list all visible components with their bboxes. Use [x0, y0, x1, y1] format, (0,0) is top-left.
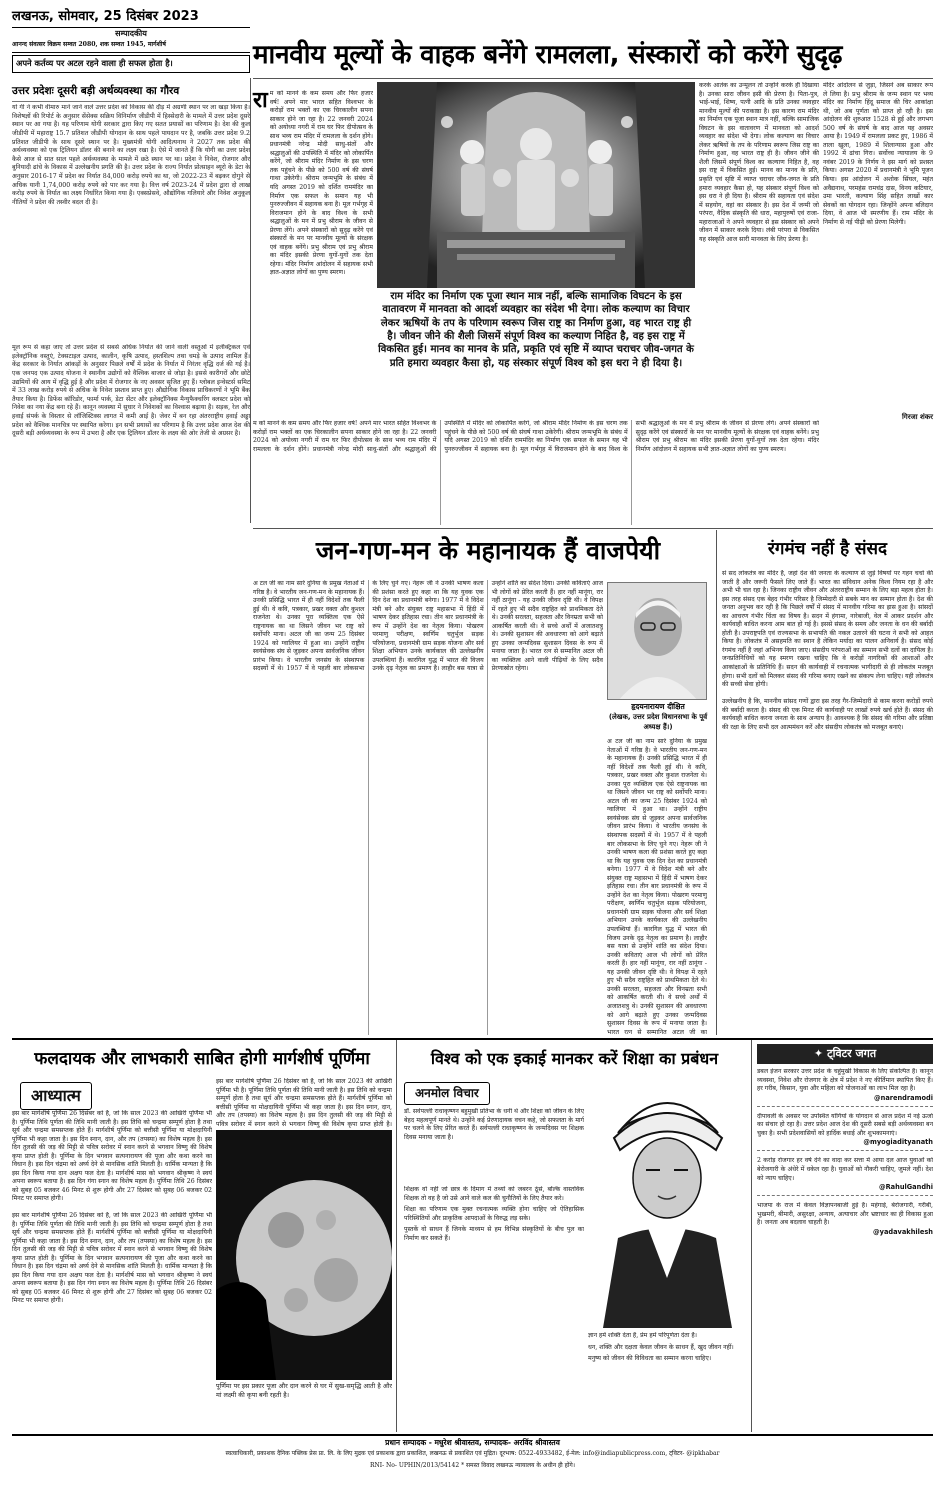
calendar-line: आनन्द संवत्सर विक्रम सम्वत 2080, शक सम्वत 1945, मार्गशीर्ष	[12, 41, 250, 53]
column-rule	[250, 78, 251, 523]
tweet-item	[757, 1068, 933, 1107]
radhakrishnan-portrait	[588, 1078, 747, 1328]
tweet-item	[757, 1157, 933, 1196]
sansad-headline: रंगमंच नहीं है संसद	[767, 539, 888, 559]
vajpayee-body-right: अ टल जी का नाम सारे दुनिया के प्रमुख नेताओं में गरिष्ठ है। वे भारतीय जन-गण-मन के महानायक हैं। उनकी प्रसिद्धि भारत में ही नहीं विदेशों तक फैली हुई थी। वे कवि, पत्रकार, प्रखर वक्ता और कुशल राजनेता थे। उनका पूरा व्यक्तित्व एक ऐसे राष्ट्रनायक का था जिसने जीवन भर राष्ट्र को सर्वोपरि माना। अटल जी का जन्म 25 दिसंबर 1924 को ग्वालियर में हुआ था। उन्होंने राष्ट्रीय स्वयंसेवक संघ से जुड़कर अपना सार्वजनिक जीवन प्रारंभ किया। वे भारतीय जनसंघ के संस्थापक सदस्यों में थे। 1957 में वे पहली बार लोकसभा के लिए चुने गए। नेहरू जी ने उनकी भाषण कला की प्रशंसा करते हुए कहा था कि यह युवक एक दिन देश का प्रधानमंत्री बनेगा। 1977 में वे विदेश मंत्री बने और संयुक्त राष्ट्र महासभा में हिंदी में भाषण देकर इतिहास रचा। तीन बार प्रधानमंत्री के रूप में उन्होंने देश का नेतृत्व किया। पोखरण परमाणु परीक्षण, स्वर्णिम चतुर्भुज सड़क परियोजना, प्रधानमंत्री ग्राम सड़क योजना और सर्व शिक्षा अभियान उनके कार्यकाल की उल्लेखनीय उपलब्धियां हैं। कारगिल युद्ध में भारत की विजय उनके दृढ़ नेतृत्व का प्रमाण है। लाहौर बस यात्रा से उन्होंने शांति का संदेश दिया। उनकी कविताएं आज भी लोगों को प्रेरित करती हैं। हार नहीं मानूंगा, रार नहीं ठानूंगा - यह उनकी जीवन दृष्टि थी। वे विपक्ष में रहते हुए भी सदैव राष्ट्रहित को प्राथमिकता देते थे। उनकी सरलता, सहजता और विनम्रता सभी को आकर्षित करती थी। वे सच्चे अर्थों में अजातशत्रु थे। उनकी सुशासन की अवधारणा को आगे बढ़ाते हुए उनका जन्मदिवस सुशासन दिवस के रूप में मनाया जाता है। भारत रत्न से सम्मानित अटल जी का	[607, 738, 707, 1035]
shiksha-quotes-right	[588, 1332, 747, 1430]
purnima-body: इस बार मार्गशीर्ष पूर्णिमा 26 दिसंबर को है, जो कि साल 2023 की आखिरी पूर्णिमा भी है। पूर्णिमा तिथि पूर्णता की तिथि मानी जाती है। इस तिथि को चन्द्रमा सम्पूर्ण होता है तथा सूर्य और चन्द्रमा समसप्तक होते हैं। मार्गशीर्ष पूर्णिमा को बत्तीसी पूर्णिमा या मोक्षदायिनी पूर्णिमा भी कहा जाता है। इस दिन स्नान, दान, और तप (तपस्या) का विशेष महत्व है। इस दिन तुलसी की जड़ की मिट्टी से पवित्र सरोवर में स्नान करने से भगवान विष्णु की विशेष कृपा प्राप्त होती है। पूर्णिमा के दिन भगवान सत्यनारायण की पूजा और कथा करने का विधान है। इस दिन चंद्रमा को अर्घ्य देने से मानसिक शांति मिलती है। धार्मिक मान्यता है कि इस दिन किया गया दान अक्षय फल देता है। मार्गशीर्ष मास को भगवान श्रीकृष्ण ने स्वयं अपना स्वरूप बताया है। इस दिन गंगा स्नान का विशेष महत्व है। पूर्णिमा तिथि 26 दिसंबर को सुबह 05 बजकर 46 मिनट से शुरू होगी और 27 दिसंबर को सुबह 06 बजकर 02 मिनट पर समाप्त होगी।	[12, 1212, 212, 1305]
purnima-headline: फलदायक और लाभकारी साबित होगी मार्गशीर्ष पूर्णिमा	[34, 1049, 370, 1069]
shiksha-tag: अनमोल विचार	[404, 1082, 490, 1105]
vajpayee-headline: जन-गण-मन के महानायक हैं वाजपेयी	[315, 536, 661, 565]
quote-item: धन, शक्ति और दक्षता केवल जीवन के साधन हैं, खुद जीवन नहीं।	[588, 1343, 734, 1351]
motto-box: अपने कर्तव्य पर अटल रहने वाला ही सफल होता है।	[12, 55, 250, 73]
tweet-handle[interactable]: @myogiadityanath	[863, 1138, 933, 1147]
quote-item: पुस्तकें वो साधन हैं जिनके माध्यम से हम विभिन्न संस्कृतियों के बीच पुल का निर्माण कर सकते हैं।	[404, 1226, 584, 1242]
tweet-handle[interactable]: @RahulGandhi	[879, 1183, 933, 1192]
twitter-bird-icon: ✦	[813, 1047, 824, 1060]
shiksha-headline: विश्व को एक इकाई मानकर करें शिक्षा का प्रबंधन	[430, 1049, 719, 1068]
section-rule	[253, 528, 933, 529]
lead-headline-rule	[253, 78, 933, 79]
sansad-body: सं सद लोकतंत्र का मंदिर है, जहां देश की जनता के कल्याण से जुड़े विषयों पर गहन चर्चा की जाती है और जरूरी फैसले लिए जाते हैं। भारत का संविधान अनेक विश्व नियम रहा है और अभी भी चल रहा है। जिनका राष्ट्रीय जीवन और अंतरराष्ट्रीय सम्मान के लिए बड़ा महत्व होता है। इस तरह संसद एक बेहद गंभीर परिसर है जिम्मेदारी से सबके मान का सम्मान होता है। देश की जनता अनुभव कर रही है कि पिछले वर्षों में संसद में मानवीय गरिमा का ह्रास हुआ है। सांसदों का आचरण गंभीर चिंता का विषय है। सदन में हंगामा, नारेबाजी, वेल में आकर प्रदर्शन और कार्यवाही बाधित करना आम बात हो गई है। इससे संसद के समय और जनता के धन की बर्बादी होती है। उपराष्ट्रपति एवं राज्यसभा के सभापति की नकल उतारने की घटना ने सभी को आहत किया है। लोकतंत्र में असहमति का स्थान है लेकिन मर्यादा का पालन अनिवार्य है। संसद कोई रंगमंच नहीं है जहां अभिनय किया जाए। संसदीय परंपराओं का सम्मान सभी दलों का दायित्व है। जनप्रतिनिधियों को यह स्मरण रखना चाहिए कि वे करोड़ों नागरिकों की आशाओं और आकांक्षाओं के प्रतिनिधि हैं। सदन की कार्यवाही में रचनात्मक भागीदारी से ही लोकतंत्र मजबूत होगा। सभी दलों को मिलकर संसद की गरिमा बनाए रखने का संकल्प लेना चाहिए। यही लोकतंत्र की सच्ची सेवा होगी। उल्लेखनीय है कि, माननीय सांसद गणों द्वारा इस तरह गैर-जिम्मेदारी से काम करना करोड़ों रुपये की बर्बादी करता है। संसद की एक मिनट की कार्यवाही पर लाखों रुपये खर्च होते हैं। संसद की कार्यवाही बाधित करना जनता के साथ अन्याय है। आवश्यक है कि संसद की गरिमा और प्रतिष्ठा की रक्षा के लिए सभी दल आत्ममंथन करें और संसदीय लोकतंत्र को मजबूत बनाएं।	[722, 570, 933, 731]
tweet-item	[757, 1202, 933, 1237]
tweet-text: दीपावली के अवसर पर उपस्थित योगियों के योगदान से आज प्रदेश में नई ऊर्जा का संचार हो रहा है। उत्तर प्रदेश आज देश की दूसरी सबसे बड़ी अर्थव्यवस्था बन चुका है। सभी प्रदेशवासियों को हार्दिक बधाई और शुभकामनाएं।	[757, 1112, 933, 1137]
lead-byline: गिरजा शंकर	[901, 413, 933, 421]
lead-column-right: करके आतंक का उन्मूलन तो उन्होंने करके ही दिखाया है। उनका सारा जीवन इसी की प्रेरणा है। पिता-पुत्र, भाई-भाई, शिष्य, पत्नी आदि के प्रति उनका व्यवहार मानवीय मूल्यों की पराकाष्ठा है। इस कारण राम मंदिर का निर्माण एक पूजा स्थान मात्र नहीं, बल्कि सामाजिक विघटन के इस वातावरण में मानवता को आदर्श व्यवहार का संदेश भी देगा। लोक कल्याण का विचार लेकर ऋषियों के तप के परिणाम स्वरूप जिस राष्ट्र का निर्माण हुआ, वह भारत राष्ट्र ही है। जीवन जीने की शैली जिसमें संपूर्ण विश्व का कल्याण निहित है, वह इस राष्ट्र में विकसित हुई। मानव का मानव के प्रति, प्रकृति एवं सृष्टि में व्याप्त चराचर जीव-जगत के प्रति हमारा व्यवहार कैसा हो, यह संस्कार संपूर्ण विश्व को इस धरा ने ही दिया है। श्रीराम की सहायता एवं संदेश में सहयोग, वहां का संस्कार है। इस देश में जन्मी जो परंपरा, वैदिक संस्कृति की धारा, महापुरुषों एवं राजा-महाराजाओं ने अपने व्यवहार से इस संस्कार को अपने जीवन में साकार करके दिया। लंबी परंपरा से विकसित यह संस्कृति आज सारी मानवता के लिए प्रेरणा है।	[699, 82, 819, 243]
quote-item: मनुष्य को जीवन की विविधता का सम्मान करना चाहिए।	[588, 1355, 712, 1363]
shiksha-quotes	[404, 1186, 584, 1430]
quote-item: शिक्षक वो नहीं जो छात्र के दिमाग में तथ्यों को जबरन ठूंसे, बल्कि वास्तविक शिक्षक तो वह है जो उसे आने वाले कल की चुनौतियों के लिए तैयार करे।	[404, 1186, 584, 1202]
column-rule	[396, 1040, 397, 1432]
moon-photo	[216, 1130, 392, 1380]
lead-dropcap: रा	[253, 88, 268, 113]
lead-continuation: म को मानने के कम समय और फिर हजार वर्ष! अपने मार भारत सहित विश्वभर के करोड़ों राम भक्तों का एक चिरकालीन सपना साकार होने जा रहा है। 22 जनवरी 2024 को अयोध्या नगरी में राम घर फिर दीपोत्सव के साथ भव्य राम मंदिर में रामलला के दर्शन होंगे। प्रधानमंत्री नरेन्द्र मोदी साधु-संतों और श्रद्धालुओं की उपस्थिति में मंदिर को लोकार्पित करेंगे, जो श्रीराम मंदिर निर्माण के इस चरण तक पहुंचने के पीछे को 500 वर्ष की संघर्ष गाथा उकेरेगी। श्रीराम जन्मभूमि के संबंध में यदि अगस्त 2019 को दर्शित राममंदिर का निर्माण एक सफल के समान यह भी पुनरुज्जीवन में सहायक बना है। मूल गर्भगृह में विराजमान होने के बाद विश्व के सभी श्रद्धालुओं के मन में प्रभु श्रीराम के जीवन से प्रेरणा लेंगे। अपने संस्कारों को सुदृढ़ करेंगे एवं संस्कारों के मन पर मानवीय मूल्यों के संरक्षक एवं वाहक बनेंगे। प्रभु श्रीराम एवं प्रभु श्रीराम का मंदिर इसकी प्रेरणा युगों-युगों तक देता रहेगा। मंदिर निर्माण आंदोलन में सहायक सभी ज्ञात-अज्ञात लोगों का पुण्य स्मरण।	[253, 420, 819, 453]
purnima-body-top: इस बार मार्गशीर्ष पूर्णिमा 26 दिसंबर को है, जो कि साल 2023 की आखिरी पूर्णिमा भी है। पूर्णिमा तिथि पूर्णता की तिथि मानी जाती है। इस तिथि को चन्द्रमा सम्पूर्ण होता है तथा सूर्य और चन्द्रमा समसप्तक होते हैं। मार्गशीर्ष पूर्णिमा को बत्तीसी पूर्णिमा या मोक्षदायिनी पूर्णिमा भी कहा जाता है। इस दिन स्नान, दान, और तप (तपस्या) का विशेष महत्व है। इस दिन तुलसी की जड़ की मिट्टी से पवित्र सरोवर में स्नान करने से भगवान विष्णु की विशेष कृपा प्राप्त होती है। पूर्णिमा के दिन भगवान सत्यनारायण की पूजा और कथा करने का विधान है। इस दिन चंद्रमा को अर्घ्य देने से मानसिक शांति मिलती है। धार्मिक मान्यता है कि इस दिन किया गया दान अक्षय फल देता है। मार्गशीर्ष मास को भगवान श्रीकृष्ण ने स्वयं अपना स्वरूप बताया है। इस दिन गंगा स्नान का विशेष महत्व है। पूर्णिमा तिथि 26 दिसंबर को सुबह 05 बजकर 46 मिनट से शुरू होगी और 27 दिसंबर को सुबह 06 बजकर 02 मिनट पर समाप्त होगी।	[12, 1110, 212, 1203]
tweet-handle[interactable]: @yadavakhilesh	[873, 1227, 933, 1236]
left-article-body: यो गी ने कभी वीमारु माने जाने वाले उत्तर प्रदेश को विकास की दौड़ में अग्रणी स्थान पर ला खड़ा किया है। विशेषज्ञों की रिपोर्ट के अनुसार सेंसेक्स सक्रिय विनिर्माण जीडीपी में हिस्सेदारी के मामले में उत्तर प्रदेश दूसरे स्थान पर आ गया है। यह परिणाम योगी सरकार द्वारा किए गए सतत प्रयासों का परिणाम है। देश की कुल जीडीपी में महाराष्ट्र 15.7 प्रतिशत जीडीपी योगदान के साथ पहले पायदान पर है, जबकि उत्तर प्रदेश 9.2 प्रतिशत जीडीपी के साथ दूसरे स्थान पर है। मुख्यमंत्री योगी आदित्यनाथ ने 2027 तक प्रदेश की अर्थव्यवस्था को एक ट्रिलियन डॉलर की बनाने का लक्ष्य रखा है। ऐसे में जानते हैं कि योगी का उत्तर प्रदेश कैसे आज से सात साल पहले अर्थव्यवस्था के मामले में छठे स्थान पर था। प्रदेश ने निवेश, रोजगार और बुनियादी ढांचे के विकास में उल्लेखनीय प्रगति की है। उत्तर प्रदेश के राज्य निर्यात प्रोत्साहन ब्यूरो के डेटा के अनुसार 2016-17 में प्रदेश का निर्यात 84,000 करोड़ रुपये का था, जो 2022-23 में बढ़कर दोगुने से अधिक यानी 1,74,000 करोड़ रुपये को पार कर गया है। वित्त वर्ष 2023-24 में प्रदेश द्वारा दो लाख करोड़ रुपये के निर्यात का लक्ष्य निर्धारित किया गया है। एक्सप्रेसवे, औद्योगिक गलियारे और निवेश अनुकूल नीतियों ने प्रदेश की तस्वीर बदल दी है।	[12, 104, 250, 206]
column-rule	[716, 530, 717, 1035]
lead-column-1	[253, 90, 373, 415]
left-article-body-cont: मूल रूप से कहा जाए तो उत्तर प्रदेश से सबसे अधिक निर्यात की जाने वाली वस्तुओं में इलेक्ट्रिकल एवं इलेक्ट्रॉनिक वस्तुएं, टेक्सटाइल उत्पाद, कालीन, कृषि उत्पाद, हस्तशिल्प तथा चमड़े के उत्पाद शामिल हैं। केंद्र सरकार के निर्यात आंकड़ों के अनुसार पिछले वर्षों में प्रदेश के निर्यात में निरंतर वृद्धि दर्ज की गई है। एक जनपद एक उत्पाद योजना ने स्थानीय उद्योगों को वैश्विक बाजार से जोड़ा है। इससे कारीगरों और छोटे उद्यमियों की आय में वृद्धि हुई है और प्रदेश में रोजगार के नए अवसर सृजित हुए हैं। ग्लोबल इन्वेस्टर्स समिट में 33 लाख करोड़ रुपये से अधिक के निवेश प्रस्ताव प्राप्त हुए। औद्योगिक विकास प्राधिकरणों ने भूमि बैंक तैयार किया है। डिफेंस कॉरिडोर, फार्मा पार्क, डेटा सेंटर और इलेक्ट्रॉनिक्स मैन्युफैक्चरिंग क्लस्टर प्रदेश को निवेश का नया केंद्र बना रहे हैं। कानून व्यवस्था में सुधार ने निवेशकों का विश्वास बढ़ाया है। सड़क, रेल और हवाई संपर्क के विस्तार से लॉजिस्टिक्स लागत में कमी आई है। जेवर में बन रहा अंतरराष्ट्रीय हवाई अड्डा प्रदेश को वैश्विक मानचित्र पर स्थापित करेगा। इन सभी प्रयासों का परिणाम है कि उत्तर प्रदेश आज देश की दूसरी बड़ी अर्थव्यवस्था के रूप में उभरा है और एक ट्रिलियन डॉलर के लक्ष्य की ओर तेजी से अग्रसर है।	[12, 344, 250, 438]
quote-item: शिक्षा का परिणाम एक मुक्त रचनात्मक व्यक्ति होना चाहिए जो ऐतिहासिक परिस्थितियों और प्राकृतिक आपदाओं के विरुद्ध लड़ सके।	[404, 1206, 584, 1222]
tweet-text: डबल इंजन सरकार उत्तर प्रदेश के चहुंमुखी विकास के लिए संकल्पित है। कानून व्यवस्था, निवेश और रोजगार के क्षेत्र में प्रदेश ने नए कीर्तिमान स्थापित किए हैं। हर गरीब, किसान, युवा और महिला को योजनाओं का लाभ मिल रहा है।	[757, 1068, 933, 1093]
lead-column-far: मंदिर आंदोलन से जुड़ा, जिसने अब साकार रूप ले लिया है। प्रभु श्रीराम के जन्म स्थान पर भव्य मंदिर का निर्माण हिंदू समाज की चिर आकांक्षा थी, जो अब पूर्णता को प्राप्त हो रही है। इस आंदोलन की शुरुआत 1528 से हुई और लगभग 500 वर्ष के संघर्ष के बाद आज यह अवसर आया है। 1949 में रामलला प्रकट हुए, 1986 में ताला खुला, 1989 में शिलान्यास हुआ और 1992 में ढांचा गिरा। सर्वोच्च न्यायालय के 9 नवंबर 2019 के निर्णय ने इस मार्ग को प्रशस्त किया। अगस्त 2020 में प्रधानमंत्री ने भूमि पूजन किया। इस आंदोलन में अशोक सिंघल, महंत अवैद्यनाथ, परमहंस रामचंद्र दास, विनय कटियार, उमा भारती, कल्याण सिंह सहित लाखों कार सेवकों का योगदान रहा। जिन्होंने अपना बलिदान दिया, वे आज भी स्मरणीय हैं। राम मंदिर के निर्माण से नई पीढ़ी को प्रेरणा मिलेगी।	[823, 82, 933, 226]
column-rule	[751, 1040, 752, 1432]
footer-imprint: स्वत्वाधिकारी, प्रकाशक दैनिक पब्लिक प्रेस प्रा. लि. के लिए मुद्रक एवं प्रकाशक द्वारा प्रकाशित, लखनऊ से प्रकाशित एवं मुद्रित। दूरभाष: 0522-4933482, ई-मेल: info@indiapublicpress.com, ट्विटर- @ipkhabar	[225, 1450, 720, 1457]
tweet-list	[757, 1068, 933, 1237]
twitter-panel-title	[757, 1044, 933, 1064]
author-photo	[607, 582, 707, 700]
quote-item: ज्ञान हमें शक्ति देता है, प्रेम हमें परिपूर्णता देता है।	[588, 1332, 698, 1339]
twitter-title-text: ट्विटर जगत	[827, 1047, 877, 1060]
shiksha-intro: डॉ. सर्वपल्ली राधाकृष्णन बहुमुखी प्रतिभा के धनी थे और शिक्षा को जीवन के लिए बेहद महत्वपूर्ण मानते थे। उन्होंने कई प्रेरणादायक वचन कहे, जो सफलता के मार्ग पर चलने के लिए प्रेरित करते हैं। सर्वपल्ली राधाकृष्णन के जन्मदिवस पर शिक्षक दिवस मनाया जाता है।	[404, 1108, 584, 1141]
purnima-body-right: इस बार मार्गशीर्ष पूर्णिमा 26 दिसंबर को है, जो कि साल 2023 की आखिरी पूर्णिमा भी है। पूर्णिमा तिथि पूर्णता की तिथि मानी जाती है। इस तिथि को चन्द्रमा सम्पूर्ण होता है तथा सूर्य और चन्द्रमा समसप्तक होते हैं। मार्गशीर्ष पूर्णिमा को बत्तीसी पूर्णिमा या मोक्षदायिनी पूर्णिमा भी कहा जाता है। इस दिन स्नान, दान, और तप (तपस्या) का विशेष महत्व है। इस दिन तुलसी की जड़ की मिट्टी से पवित्र सरोवर में स्नान करने से भगवान विष्णु की विशेष कृपा प्राप्त होती है।	[216, 1078, 392, 1128]
lead-caption: राम मंदिर का निर्माण एक पूजा स्थान मात्र नहीं, बल्कि सामाजिक विघटन के इस वातावरण में मानवता को आदर्श व्यवहार का संदेश भी देगा। लोक कल्याण का विचार लेकर ऋषियों के तप के परिणाम स्वरूप जिस राष्ट्र का निर्माण हुआ, वह भारत राष्ट्र ही है। जीवन जीने की शैली जिसमें संपूर्ण विश्व का कल्याण निहित है, वह इस राष्ट्र में विकसित हुई। मानव का मानव के प्रति, प्रकृति एवं सृष्टि में व्याप्त चराचर जीव-जगत के प्रति हमारा व्यवहार कैसा हो, यह संस्कार संपूर्ण विश्व को इस धरा ने ही दिया है।	[378, 291, 694, 369]
tweet-text: 2 करोड़ रोजगार हर वर्ष देने का वादा कर सत्ता में आया दल आज युवाओं को बेरोजगारी के अंधेरे में धकेल रहा है। युवाओं को नौकरी चाहिए, जुमले नहीं। देश को न्याय चाहिए।	[757, 1157, 933, 1182]
left-article-headline: उत्तर प्रदेशः दूसरी बड़ी अर्थव्यवस्था का गौरव	[12, 84, 250, 102]
date-line: लखनऊ, सोमवार, 25 दिसंबर 2023	[12, 9, 199, 24]
footer-editors: प्रधान सम्पादक - मधुरेश श्रीवास्तव, सम्पादक- अरविंद श्रीवास्तव	[385, 1438, 560, 1447]
moon-caption: पूर्णिमा पर इस प्रकार पूजा और दान करने से घर में सुख-समृद्धि आती है और मां लक्ष्मी की कृपा बनी रहती है।	[216, 1382, 392, 1399]
footer-rule	[12, 1434, 933, 1436]
author-name: हृदयनारायण दीक्षित	[631, 702, 685, 711]
tweet-text: भाजपा के राज में केवल विज्ञापनबाजी हुई है। महंगाई, बेरोजगारी, गरीबी, भुखमरी, बीमारी, असुरक्षा, अन्याय, अत्याचार और भ्रष्टाचार का ही विकास हुआ है। जनता अब बदलाव चाहती है।	[757, 1202, 933, 1227]
tweet-handle[interactable]: @narendramodi	[874, 1093, 933, 1102]
purnima-tag: आध्यात्म	[20, 1082, 92, 1110]
section-label: सम्पादकीय	[12, 27, 250, 41]
footer-rni: RNI- No- UPHIN/2013/54142 * समस्त विवाद लखनऊ न्यायालय के अधीन ही होंगे।	[369, 1462, 576, 1469]
section-rule	[12, 1038, 933, 1040]
vajpayee-body: अ टल जी का नाम सारे दुनिया के प्रमुख नेताओं में गरिष्ठ है। वे भारतीय जन-गण-मन के महानायक हैं। उनकी प्रसिद्धि भारत में ही नहीं विदेशों तक फैली हुई थी। वे कवि, पत्रकार, प्रखर वक्ता और कुशल राजनेता थे। उनका पूरा व्यक्तित्व एक ऐसे राष्ट्रनायक का था जिसने जीवन भर राष्ट्र को सर्वोपरि माना। अटल जी का जन्म 25 दिसंबर 1924 को ग्वालियर में हुआ था। उन्होंने राष्ट्रीय स्वयंसेवक संघ से जुड़कर अपना सार्वजनिक जीवन प्रारंभ किया। वे भारतीय जनसंघ के संस्थापक सदस्यों में थे। 1957 में वे पहली बार लोकसभा के लिए चुने गए। नेहरू जी ने उनकी भाषण कला की प्रशंसा करते हुए कहा था कि यह युवक एक दिन देश का प्रधानमंत्री बनेगा। 1977 में वे विदेश मंत्री बने और संयुक्त राष्ट्र महासभा में हिंदी में भाषण देकर इतिहास रचा। तीन बार प्रधानमंत्री के रूप में उन्होंने देश का नेतृत्व किया। पोखरण परमाणु परीक्षण, स्वर्णिम चतुर्भुज सड़क परियोजना, प्रधानमंत्री ग्राम सड़क योजना और सर्व शिक्षा अभियान उनके कार्यकाल की उल्लेखनीय उपलब्धियां हैं। कारगिल युद्ध में भारत की विजय उनके दृढ़ नेतृत्व का प्रमाण है। लाहौर बस यात्रा से उन्होंने शांति का संदेश दिया। उनकी कविताएं आज भी लोगों को प्रेरित करती हैं। हार नहीं मानूंगा, रार नहीं ठानूंगा - यह उनकी जीवन दृष्टि थी। वे विपक्ष में रहते हुए भी सदैव राष्ट्रहित को प्राथमिकता देते थे। उनकी सरलता, सहजता और विनम्रता सभी को आकर्षित करती थी। वे सच्चे अर्थों में अजातशत्रु थे। उनकी सुशासन की अवधारणा को आगे बढ़ाते हुए उनका जन्मदिवस सुशासन दिवस के रूप में मनाया जाता है। भारत रत्न से सम्मानित अटल जी का व्यक्तित्व आने वाली पीढ़ियों के लिए सदैव प्रेरणास्रोत रहेगा।	[253, 580, 603, 673]
tweet-item	[757, 1113, 933, 1152]
ramlalla-photo	[377, 82, 695, 288]
author-role: (लेखक, उत्तर प्रदेश विधानसभा के पूर्व अध्यक्ष हैं।)	[608, 713, 708, 731]
lead-col1-text: म को मानने के कम समय और फिर हजार वर्ष! अपने मार भारत सहित विश्वभर के करोड़ों राम भक्तों का एक चिरकालीन सपना साकार होने जा रहा है। 22 जनवरी 2024 को अयोध्या नगरी में राम घर फिर दीपोत्सव के साथ भव्य राम मंदिर में रामलला के दर्शन होंगे। प्रधानमंत्री नरेन्द्र मोदी साधु-संतों और श्रद्धालुओं की उपस्थिति में मंदिर को लोकार्पित करेंगे, जो श्रीराम मंदिर निर्माण के इस चरण तक पहुंचने के पीछे को 500 वर्ष की संघर्ष गाथा उकेरेगी। श्रीराम जन्मभूमि के संबंध में यदि अगस्त 2019 को दर्शित राममंदिर का निर्माण एक सफल के समान यह भी पुनरुज्जीवन में सहायक बना है। मूल गर्भगृह में विराजमान होने के बाद विश्व के सभी श्रद्धालुओं के मन में प्रभु श्रीराम के जीवन से प्रेरणा लेंगे। अपने संस्कारों को सुदृढ़ करेंगे एवं संस्कारों के मन पर मानवीय मूल्यों के संरक्षक एवं वाहक बनेंगे। प्रभु श्रीराम एवं प्रभु श्रीराम का मंदिर इसकी प्रेरणा युगों-युगों तक देता रहेगा। मंदिर निर्माण आंदोलन में सहायक सभी ज्ञात-अज्ञात लोगों का पुण्य स्मरण।	[269, 90, 373, 277]
lead-headline: मानवीय मूल्यों के वाहक बनेंगे रामलला, संस्कारों को करेंगे सुदृढ़	[253, 40, 843, 70]
